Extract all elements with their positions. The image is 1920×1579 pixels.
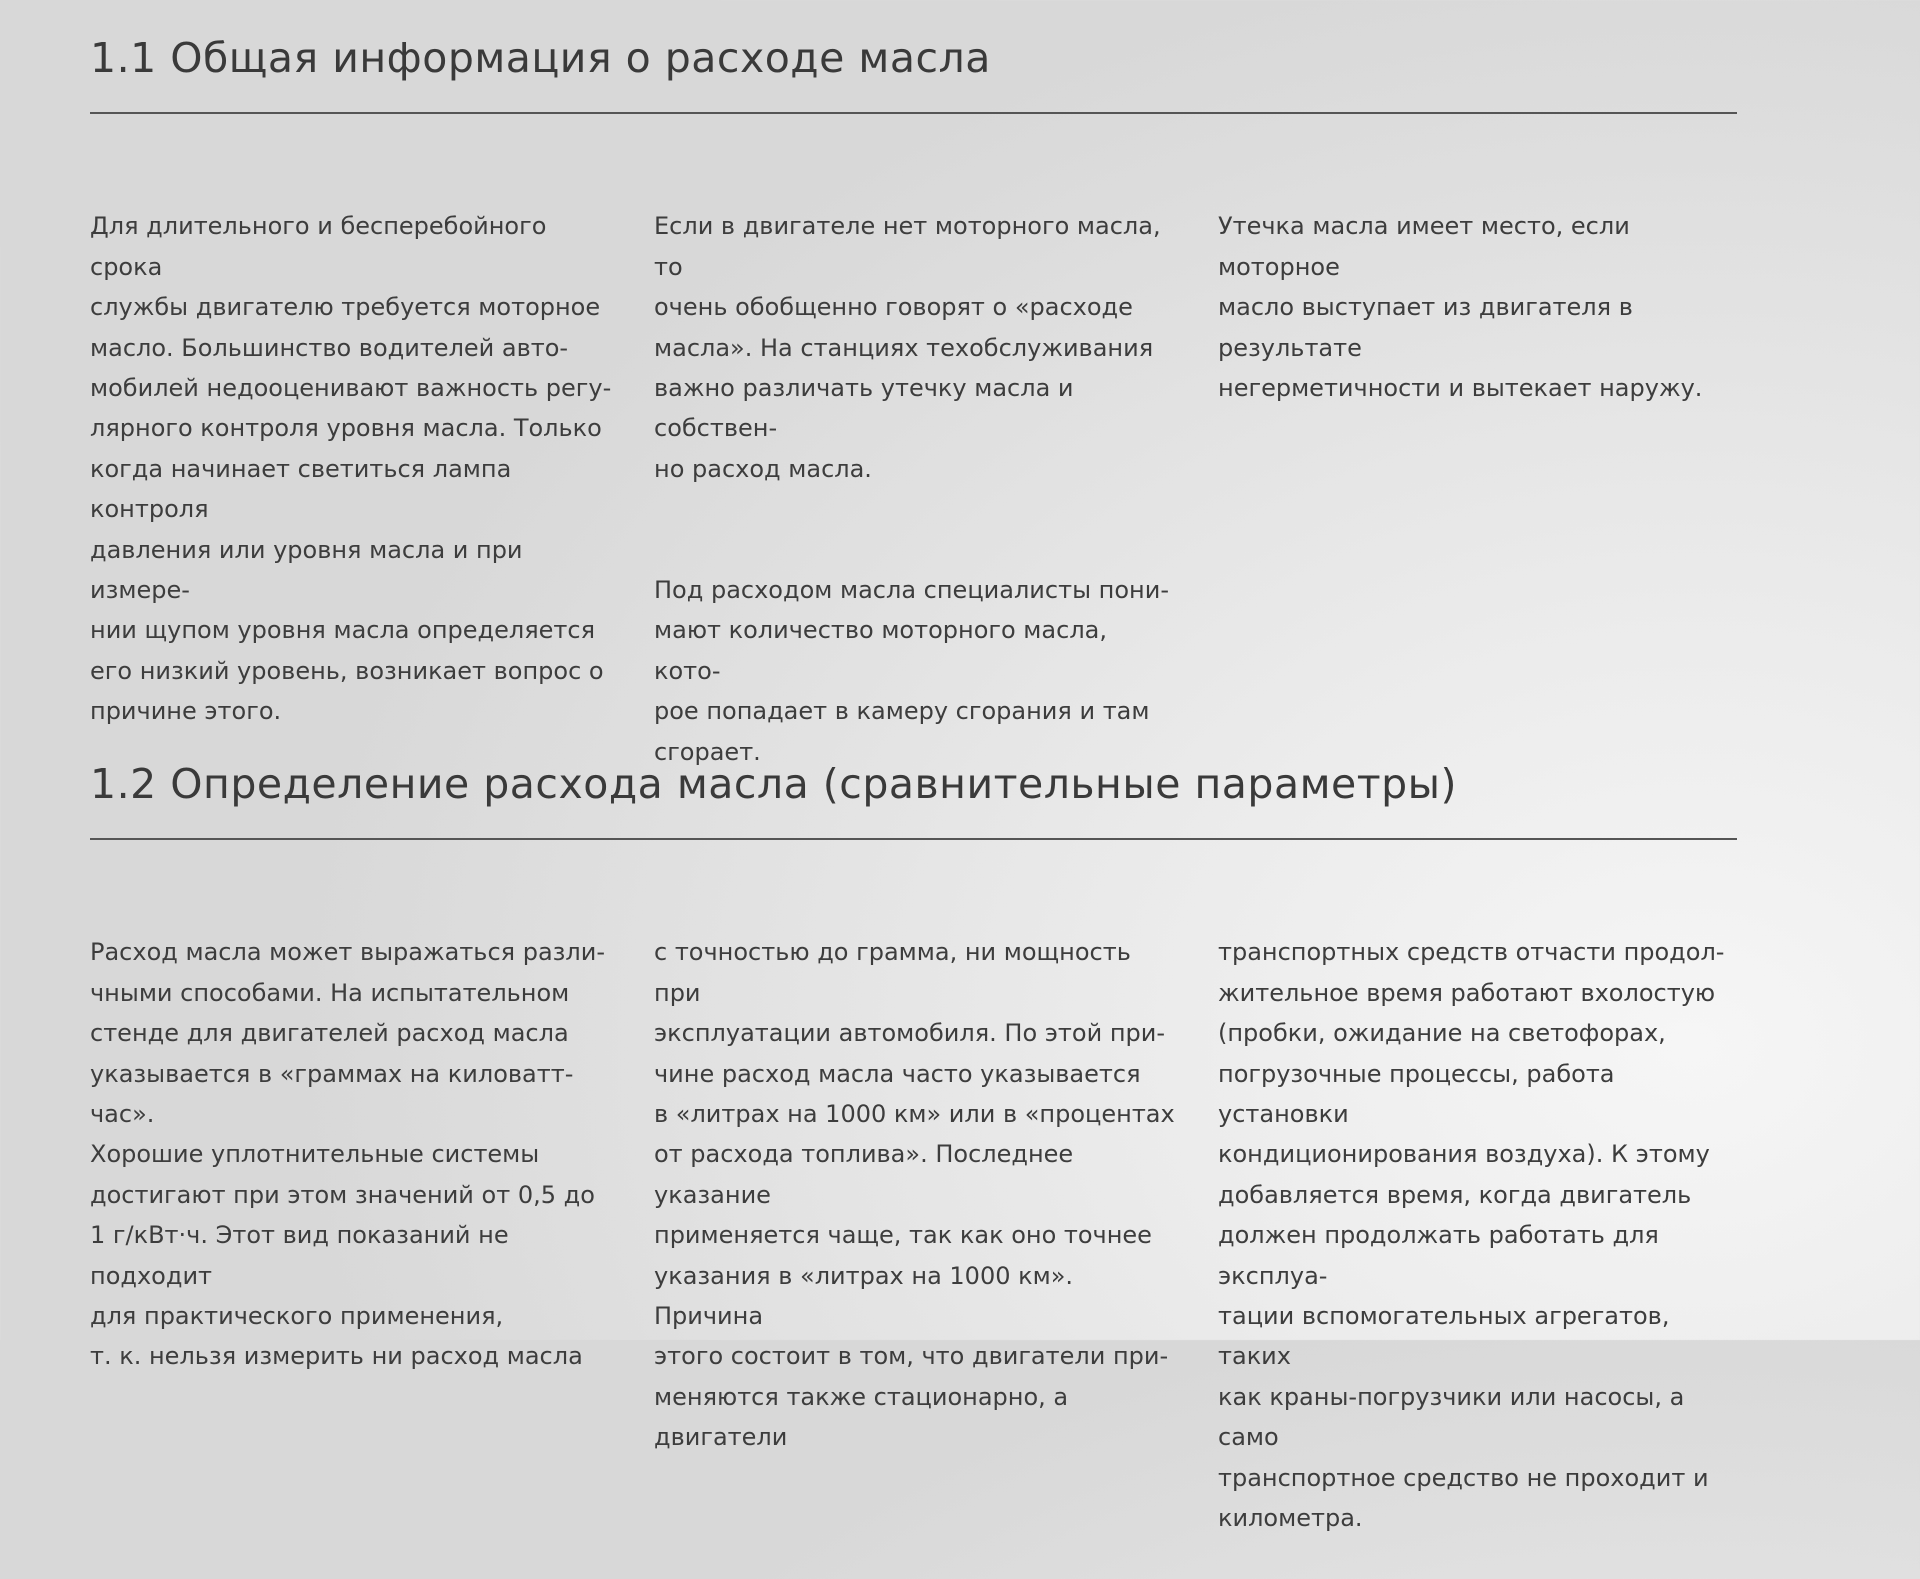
paragraph: Под расходом масла специалисты пони- мают количество моторного масла, кото- рое попадает в камеру сгорания и там сгорает. xyxy=(654,576,1169,766)
heading-divider xyxy=(90,112,1737,114)
section-general-info xyxy=(90,30,1737,766)
text-columns xyxy=(90,166,1737,766)
text-column-2 xyxy=(654,166,1179,812)
paragraph: Для длительного и бесперебойного срока службы двигателю требуется моторное масло. Большинство водителей авто- мобилей недооценивают важность регу- лярного контроля уровня масла. Только когда начинает светиться лампа контроля давления или уровня масла и при измере- нии щупом уровня масла определяется его низкий уровень, возникает вопрос о причине этого. xyxy=(90,212,612,726)
paragraph: с точностью до грамма, ни мощность при эксплуатации автомобиля. По этой при- чине расход масла часто указывается в «литрах на 1000 км» или в «процентах от расхода топлива». Последнее указание применяется чаще, так как оно точнее указания в «литрах на 1000 км». Причина этого состоит в том, что двигатели при- меняются также стационарно, а двигатели xyxy=(654,938,1175,1452)
section-heading: 1.2 Определение расхода масла (сравнительные параметры) xyxy=(90,760,1458,808)
paragraph: Если в двигателе нет моторного масла, то очень обобщенно говорят о «расходе масла». На станциях техобслуживания важно различать утечку масла и собствен- но расход масла. xyxy=(654,212,1161,483)
paragraph: транспортных средств отчасти продол- жительное время работают вхолостую (пробки, ожидание на светофорах, погрузочные процессы, работа установки кондиционирования воздуха). К этому добавляется время, когда двигатель должен продолжать работать для эксплуа- тации вспомогательных агрегатов, таких как краны-погрузчики или насосы, а само транспортное средство не проходит и километра. xyxy=(1218,938,1725,1533)
section-oil-consumption-definition xyxy=(90,756,1737,1533)
text-column-3 xyxy=(1218,166,1743,449)
paragraph: Утечка масла имеет место, если моторное масло выступает из двигателя в результате негерметичности и вытекает наружу. xyxy=(1218,212,1703,403)
text-column-1 xyxy=(90,892,615,1417)
text-column-1 xyxy=(90,166,615,772)
section-heading: 1.1 Общая информация о расходе масла xyxy=(90,34,991,82)
heading-divider xyxy=(90,838,1737,840)
paragraph: Расход масла может выражаться разли- чными способами. На испытательном стенде для двигателей расход масла указывается в «граммах на киловатт-час». Хорошие уплотнительные системы достигают при этом значений от 0,5 до 1 г/кВт·ч. Этот вид показаний не подходит для практического применения, т. к. нельзя измерить ни расход масла xyxy=(90,938,606,1371)
text-column-3 xyxy=(1218,892,1743,1579)
text-column-2 xyxy=(654,892,1179,1498)
text-columns xyxy=(90,892,1737,1533)
